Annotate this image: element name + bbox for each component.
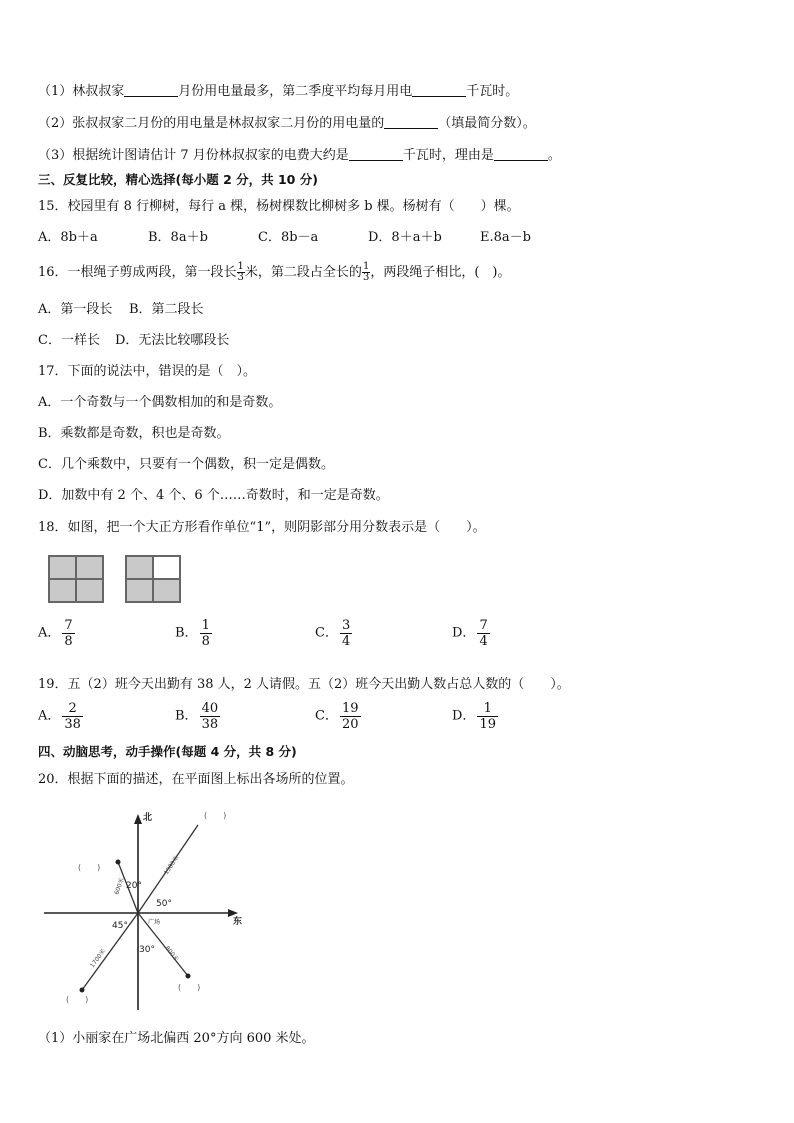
point-se	[186, 974, 191, 979]
option-c[interactable]: C．8b－a	[258, 230, 319, 245]
square-figure-full	[48, 555, 104, 603]
point-sw	[80, 988, 85, 993]
east-arrow	[228, 909, 238, 917]
ray-sw	[82, 913, 138, 990]
answer-paren: ( )	[204, 811, 227, 820]
answer-blank[interactable]	[349, 146, 403, 161]
answer-blank[interactable]	[124, 82, 178, 97]
angle-label: 30°	[139, 945, 155, 955]
option-b[interactable]: B．乘数都是奇数，积也是奇数。	[38, 426, 230, 441]
direction-diagram	[38, 800, 258, 1015]
section-heading: 三、反复比较，精心选择(每小题 2 分，共 10 分)	[38, 172, 318, 187]
angle-label: 50°	[156, 899, 172, 909]
fraction: $\frac{7}{4}$	[479, 618, 488, 649]
option-e[interactable]: E.8a－b	[480, 230, 531, 245]
option-a[interactable]: A．一个奇数与一个偶数相加的和是奇数。	[38, 395, 282, 410]
option-a[interactable]: A．第一段长	[38, 302, 113, 317]
q14-part3: （3）根据统计图请估计 7 月份林叔叔家的电费大约是 千瓦时，理由是 。	[38, 148, 561, 163]
fraction: $\frac{1}{19}$	[479, 701, 496, 732]
option-c[interactable]: C．一样长	[38, 333, 100, 348]
option-b[interactable]: B．第二段长	[129, 302, 204, 317]
answer-paren: ( )	[66, 995, 89, 1004]
answer-blank[interactable]	[494, 146, 548, 161]
q14-part2: （2）张叔叔家二月份的用电量是林叔叔家二月份的用电量的 （填最简分数）。	[38, 116, 536, 131]
option-c[interactable]: C． $\frac{19}{20}$	[315, 701, 359, 732]
fraction: $\frac{7}{8}$	[64, 618, 73, 649]
fraction: $\frac{1}{8}$	[201, 618, 210, 649]
option-d[interactable]: D．无法比较哪段长	[115, 333, 230, 348]
fraction: $\frac{3}{4}$	[341, 618, 351, 649]
distance-label: 600米	[113, 876, 126, 896]
center-label: 广场	[148, 919, 161, 926]
question-17: 17．下面的说法中，错误的是（ ）。	[38, 364, 257, 379]
distance-label: 1500米	[162, 854, 181, 877]
question-18: 18．如图，把一个大正方形看作单位“1”，则阴影部分用分数表示是（ ）。	[38, 520, 486, 535]
answer-blank[interactable]	[384, 114, 438, 129]
option-d[interactable]: D．加数中有 2 个、4 个、6 个……奇数时，和一定是奇数。	[38, 488, 389, 503]
option-a[interactable]: A． $\frac{7}{8}$	[38, 618, 73, 649]
question-19: 19．五（2）班今天出勤有 38 人，2 人请假。五（2）班今天出勤人数占总人数的（ ）。	[38, 677, 570, 692]
section-heading: 四、动脑思考，动手操作(每题 4 分，共 8 分)	[38, 744, 297, 759]
east-label: 东	[233, 917, 243, 927]
option-c[interactable]: C． $\frac{3}{4}$	[315, 618, 351, 649]
option-d[interactable]: D． $\frac{7}{4}$	[452, 618, 488, 649]
option-d[interactable]: D． $\frac{1}{19}$	[452, 701, 496, 732]
option-a[interactable]: A．8b＋a	[38, 230, 98, 245]
north-label: 北	[143, 813, 153, 823]
answer-paren: ( )	[78, 863, 101, 872]
option-b[interactable]: B． $\frac{1}{8}$	[175, 618, 210, 649]
square-figure-partial	[125, 555, 181, 603]
question-16: 16．一根绳子剪成两段，第一段长 $\frac{1}{3}$ 米，第二段占全长的 $\frac{1}{3}$ ，两段绳子相比，( )。	[38, 261, 511, 283]
north-arrow	[134, 814, 142, 824]
q14-part1: （1）林叔叔家 月份用电量最多，第二季度平均每月用电 千瓦时。	[38, 84, 519, 99]
answer-blank[interactable]	[412, 82, 466, 97]
distance-label: 1700米	[88, 947, 108, 970]
question-15: 15．校园里有 8 行柳树，每行 a 棵，杨树棵数比柳树多 b 棵。杨树有（ ）棵。	[38, 199, 520, 214]
fraction: $\frac{19}{20}$	[341, 701, 359, 732]
question-20: 20．根据下面的描述，在平面图上标出各场所的位置。	[38, 772, 354, 787]
answer-paren: ( )	[178, 983, 201, 992]
fraction: $\frac{1}{3}$	[362, 261, 370, 283]
option-a[interactable]: A． $\frac{2}{38}$	[38, 701, 81, 732]
option-b[interactable]: B．8a＋b	[148, 230, 208, 245]
angle-label: 45°	[112, 921, 128, 931]
point-nw	[116, 860, 121, 865]
fraction: $\frac{40}{38}$	[201, 701, 219, 732]
angle-label: 20°	[126, 881, 142, 891]
option-c[interactable]: C．几个乘数中，只要有一个偶数，积一定是偶数。	[38, 457, 334, 472]
distance-label: 800米	[163, 944, 180, 963]
option-b[interactable]: B． $\frac{40}{38}$	[175, 701, 219, 732]
fraction: $\frac{1}{3}$	[237, 261, 244, 283]
option-d[interactable]: D．8＋a＋b	[368, 230, 442, 245]
q20-sub1: （1）小丽家在广场北偏西 20°方向 600 米处。	[38, 1031, 315, 1046]
fraction: $\frac{2}{38}$	[64, 701, 81, 732]
